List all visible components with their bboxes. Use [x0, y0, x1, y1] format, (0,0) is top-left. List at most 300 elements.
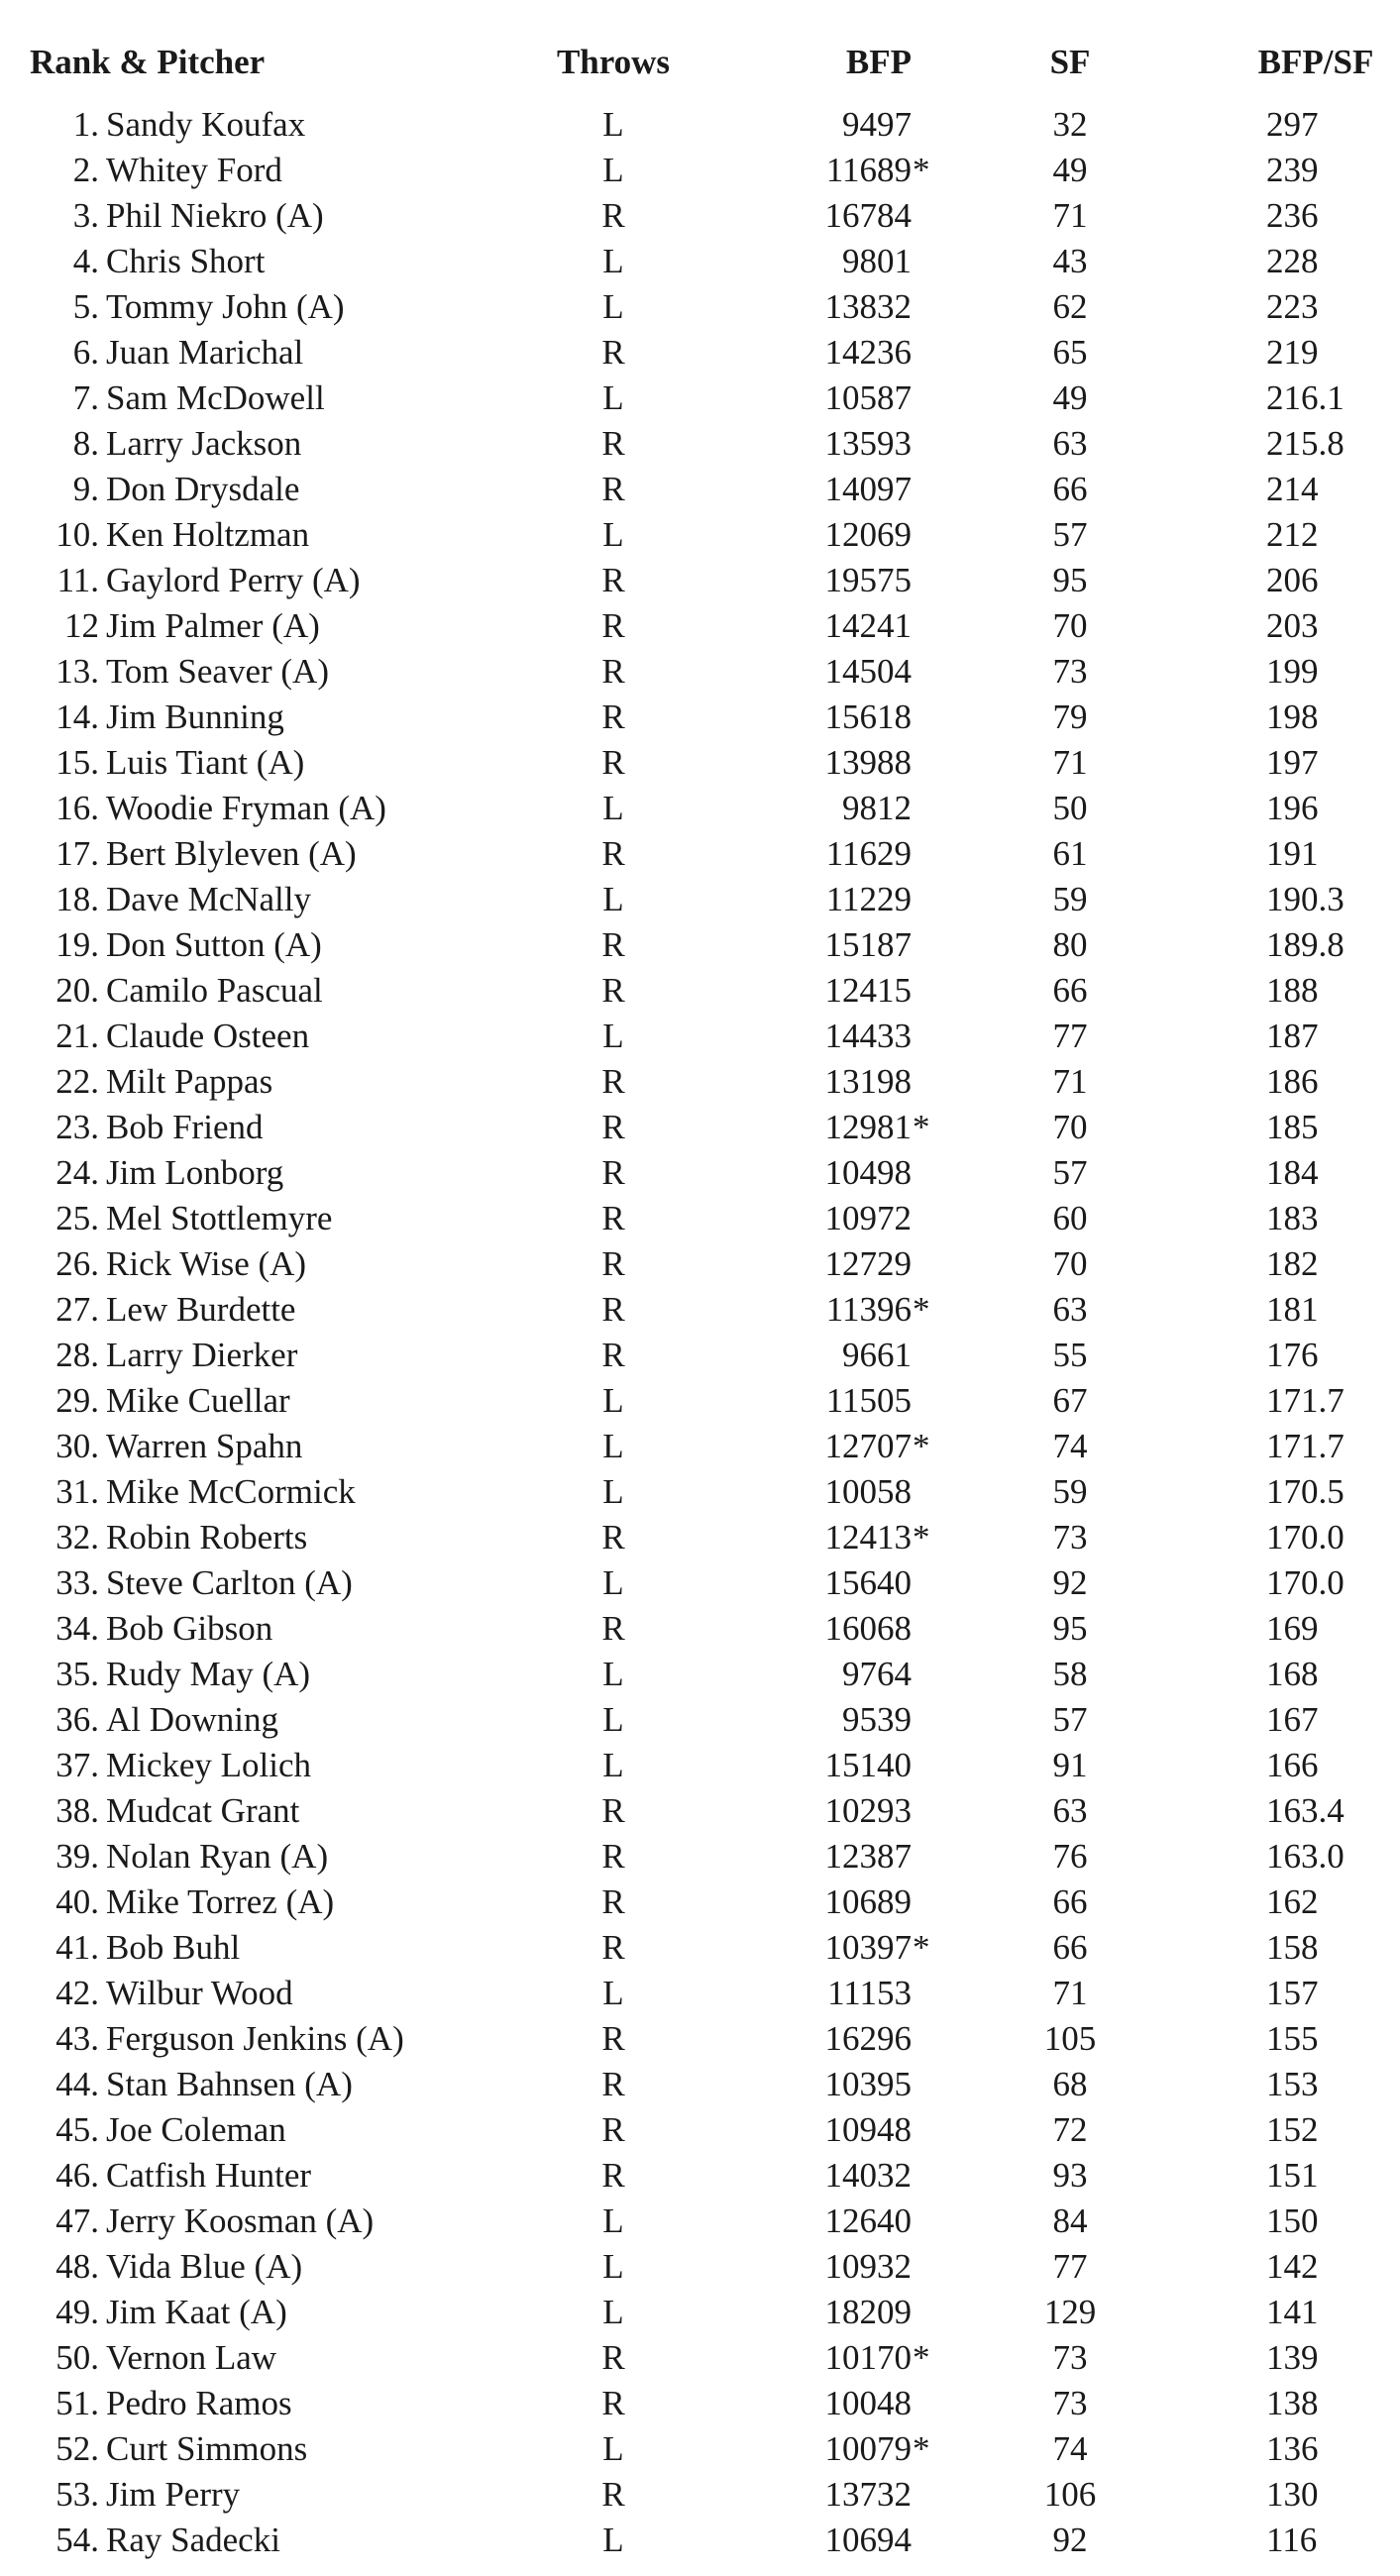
table-row — [0, 1652, 1400, 1697]
throws-cell: L — [602, 151, 624, 189]
bfp-sf-cell: 214 — [1266, 470, 1319, 508]
table-row — [0, 512, 1400, 558]
bfp-cell: 12387 — [824, 1837, 912, 1876]
bfp-sf-cell: 171.7 — [1266, 1381, 1345, 1420]
rank-cell: 21. — [55, 1017, 99, 1055]
pitcher-name: Mike McCormick — [106, 1472, 356, 1511]
throws-cell: R — [601, 1153, 625, 1192]
rank-cell: 7. — [72, 378, 99, 417]
table-row — [0, 786, 1400, 831]
table-row — [0, 467, 1400, 512]
pitcher-name: Phil Niekro (A) — [106, 196, 324, 235]
pitcher-name: Tom Seaver (A) — [106, 652, 329, 691]
bfp-sf-cell: 297 — [1266, 105, 1319, 144]
table-row — [0, 330, 1400, 376]
rank-cell: 25. — [55, 1199, 99, 1237]
bfp-sf-cell: 181 — [1266, 1290, 1319, 1329]
throws-cell: L — [602, 515, 624, 554]
throws-cell: R — [601, 1290, 625, 1329]
rank-cell: 10. — [55, 515, 99, 554]
sf-cell: 71 — [1052, 1974, 1088, 2012]
bfp-cell: 10397 — [824, 1928, 912, 1967]
pitcher-name: Luis Tiant (A) — [106, 743, 305, 782]
rank-cell: 24. — [55, 1153, 99, 1192]
sf-cell: 73 — [1052, 2338, 1088, 2377]
pitcher-name: Mike Cuellar — [106, 1381, 290, 1420]
bfp-cell: 14433 — [824, 1017, 912, 1055]
bfp-cell: 11689 — [825, 151, 912, 189]
bfp-sf-cell: 151 — [1266, 2156, 1319, 2195]
bfp-cell: 15618 — [824, 698, 912, 736]
pitcher-name: Mickey Lolich — [106, 1746, 312, 1784]
bfp-sf-cell: 184 — [1266, 1153, 1319, 1192]
sf-cell: 60 — [1052, 1199, 1088, 1237]
bfp-cell: 14097 — [824, 470, 912, 508]
bfp-sf-cell: 188 — [1266, 971, 1319, 1010]
bfp-cell: 15640 — [824, 1563, 912, 1602]
bfp-cell: 14032 — [824, 2156, 912, 2195]
table-row — [0, 102, 1400, 148]
table-row — [0, 877, 1400, 922]
table-row — [0, 1059, 1400, 1105]
bfp-sf-cell: 190.3 — [1266, 880, 1345, 918]
sf-cell: 71 — [1052, 743, 1088, 782]
sf-cell: 105 — [1043, 2019, 1097, 2058]
rank-cell: 47. — [55, 2201, 99, 2240]
rank-cell: 30. — [55, 1427, 99, 1465]
sf-cell: 74 — [1052, 2429, 1088, 2468]
pitcher-name: Whitey Ford — [106, 151, 282, 189]
throws-cell: R — [601, 971, 625, 1010]
table-row — [0, 2062, 1400, 2107]
header-throws: Throws — [556, 43, 671, 81]
pitcher-name: Gaylord Perry (A) — [106, 561, 361, 599]
header-bfp: BFP — [845, 43, 912, 81]
bfp-sf-cell: 186 — [1266, 1062, 1319, 1101]
bfp-cell: 12069 — [824, 515, 912, 554]
sf-cell: 66 — [1052, 1882, 1088, 1921]
table-row — [0, 421, 1400, 467]
table-row — [0, 2381, 1400, 2426]
throws-cell: R — [601, 2475, 625, 2514]
bfp-cell: 12413 — [824, 1518, 912, 1556]
throws-cell: R — [601, 2110, 625, 2149]
bfp-sf-cell: 239 — [1266, 151, 1319, 189]
rank-cell: 18. — [55, 880, 99, 918]
table-row — [0, 376, 1400, 421]
bfp-cell: 15140 — [824, 1746, 912, 1784]
pitcher-name: Sandy Koufax — [106, 105, 306, 144]
bfp-sf-cell: 236 — [1266, 196, 1319, 235]
throws-cell: R — [601, 2338, 625, 2377]
bfp-sf-cell: 138 — [1266, 2384, 1319, 2422]
table-row — [0, 1971, 1400, 2016]
table-row — [0, 1105, 1400, 1150]
pitcher-name: Don Drysdale — [106, 470, 300, 508]
rank-cell: 20. — [55, 971, 99, 1010]
bfp-sf-cell: 152 — [1266, 2110, 1319, 2149]
throws-cell: L — [602, 1381, 624, 1420]
pitcher-name: Claude Osteen — [106, 1017, 310, 1055]
rank-cell: 9. — [72, 470, 99, 508]
table-row — [0, 603, 1400, 649]
bfp-sf-cell: 185 — [1266, 1108, 1319, 1146]
table-row — [0, 1697, 1400, 1743]
bfp-sf-cell: 158 — [1266, 1928, 1319, 1967]
bfp-sf-cell: 198 — [1266, 698, 1319, 736]
pitcher-name: Juan Marichal — [106, 333, 304, 372]
rank-cell: 19. — [55, 925, 99, 964]
header-sf: SF — [1049, 43, 1091, 81]
rank-cell: 22. — [55, 1062, 99, 1101]
rank-cell: 49. — [55, 2293, 99, 2331]
throws-cell: R — [601, 2384, 625, 2422]
pitcher-name: Rick Wise (A) — [106, 1244, 307, 1283]
sf-cell: 79 — [1052, 698, 1088, 736]
bfp-sf-cell: 170.0 — [1266, 1563, 1345, 1602]
table-row — [0, 2107, 1400, 2153]
bfp-sf-cell: 136 — [1266, 2429, 1319, 2468]
throws-cell: R — [601, 1336, 625, 1374]
bfp-sf-cell: 169 — [1266, 1609, 1319, 1648]
sf-cell: 63 — [1052, 1290, 1088, 1329]
rank-cell: 15. — [55, 743, 99, 782]
throws-cell: L — [602, 2521, 624, 2559]
throws-cell: R — [601, 333, 625, 372]
rank-cell: 34. — [55, 1609, 99, 1648]
sf-cell: 72 — [1052, 2110, 1088, 2149]
table-row — [0, 558, 1400, 603]
bfp-sf-cell: 155 — [1266, 2019, 1319, 2058]
table-row — [0, 695, 1400, 740]
table-row — [0, 1469, 1400, 1515]
bfp-cell: 9812 — [842, 789, 912, 827]
bfp-cell: 10048 — [824, 2384, 912, 2422]
bfp-cell: 13593 — [824, 424, 912, 463]
bfp-cell: 10170 — [824, 2338, 912, 2377]
asterisk-mark: * — [913, 151, 930, 189]
pitcher-name: Curt Simmons — [106, 2429, 308, 2468]
table-row — [0, 1925, 1400, 1971]
pitcher-name: Sam McDowell — [106, 378, 325, 417]
pitcher-name: Catfish Hunter — [106, 2156, 312, 2195]
bfp-cell: 10587 — [824, 378, 912, 417]
throws-cell: L — [602, 1746, 624, 1784]
bfp-sf-cell: 150 — [1266, 2201, 1319, 2240]
throws-cell: L — [602, 1472, 624, 1511]
pitcher-name: Chris Short — [106, 242, 266, 280]
bfp-cell: 10932 — [824, 2247, 912, 2286]
pitcher-name: Steve Carlton (A) — [106, 1563, 353, 1602]
bfp-sf-cell: 139 — [1266, 2338, 1319, 2377]
throws-cell: R — [601, 470, 625, 508]
bfp-sf-cell: 170.5 — [1266, 1472, 1345, 1511]
rank-cell: 52. — [55, 2429, 99, 2468]
throws-cell: R — [601, 606, 625, 645]
bfp-cell: 9497 — [842, 105, 912, 144]
sf-cell: 92 — [1052, 2521, 1088, 2559]
sf-cell: 63 — [1052, 1791, 1088, 1830]
pitcher-name: Don Sutton (A) — [106, 925, 322, 964]
throws-cell: R — [601, 2065, 625, 2103]
throws-cell: R — [601, 561, 625, 599]
rank-cell: 54. — [55, 2521, 99, 2559]
pitcher-name: Jim Perry — [106, 2475, 241, 2514]
sf-cell: 92 — [1052, 1563, 1088, 1602]
rank-cell: 44. — [55, 2065, 99, 2103]
pitcher-name: Lew Burdette — [106, 1290, 296, 1329]
table-row — [0, 1333, 1400, 1378]
bfp-cell: 13832 — [824, 287, 912, 326]
throws-cell: L — [602, 2429, 624, 2468]
table-row — [0, 1378, 1400, 1424]
sf-cell: 70 — [1052, 606, 1088, 645]
sf-cell: 66 — [1052, 470, 1088, 508]
table-row — [0, 1241, 1400, 1287]
rank-cell: 4. — [72, 242, 99, 280]
bfp-sf-cell: 223 — [1266, 287, 1319, 326]
rank-cell: 40. — [55, 1882, 99, 1921]
bfp-cell: 10689 — [824, 1882, 912, 1921]
rank-cell: 29. — [55, 1381, 99, 1420]
throws-cell: R — [601, 1837, 625, 1876]
pitcher-name: Rudy May (A) — [106, 1655, 311, 1693]
sf-cell: 65 — [1052, 333, 1088, 372]
pitcher-name: Bob Buhl — [106, 1928, 241, 1967]
bfp-sf-cell: 212 — [1266, 515, 1319, 554]
asterisk-mark: * — [913, 1427, 930, 1465]
pitcher-name: Milt Pappas — [106, 1062, 273, 1101]
bfp-cell: 10498 — [824, 1153, 912, 1192]
pitcher-name: Pedro Ramos — [106, 2384, 292, 2422]
bfp-sf-cell: 219 — [1266, 333, 1319, 372]
bfp-cell: 16296 — [824, 2019, 912, 2058]
bfp-cell: 10395 — [824, 2065, 912, 2103]
bfp-cell: 19575 — [824, 561, 912, 599]
table-row — [0, 649, 1400, 695]
rank-cell: 32. — [55, 1518, 99, 1556]
bfp-cell: 10293 — [824, 1791, 912, 1830]
sf-cell: 50 — [1052, 789, 1088, 827]
table-row — [0, 2199, 1400, 2244]
throws-cell: L — [602, 2247, 624, 2286]
bfp-sf-cell: 183 — [1266, 1199, 1319, 1237]
sf-cell: 95 — [1052, 561, 1088, 599]
bfp-cell: 13198 — [824, 1062, 912, 1101]
rank-cell: 6. — [72, 333, 99, 372]
table-row — [0, 2426, 1400, 2472]
sf-cell: 59 — [1052, 1472, 1088, 1511]
throws-cell: L — [602, 789, 624, 827]
sf-cell: 80 — [1052, 925, 1088, 964]
bfp-cell: 14236 — [824, 333, 912, 372]
pitcher-name: Camilo Pascual — [106, 971, 323, 1010]
table-row — [0, 2472, 1400, 2518]
pitcher-name: Al Downing — [106, 1700, 279, 1739]
throws-cell: R — [601, 1062, 625, 1101]
throws-cell: R — [601, 2156, 625, 2195]
sf-cell: 71 — [1052, 196, 1088, 235]
bfp-sf-cell: 215.8 — [1266, 424, 1345, 463]
throws-cell: R — [601, 1882, 625, 1921]
bfp-sf-cell: 167 — [1266, 1700, 1319, 1739]
throws-cell: L — [602, 1974, 624, 2012]
bfp-cell: 12981 — [824, 1108, 912, 1146]
sf-cell: 68 — [1052, 2065, 1088, 2103]
bfp-sf-cell: 166 — [1266, 1746, 1319, 1784]
rank-cell: 14. — [55, 698, 99, 736]
rank-cell: 23. — [55, 1108, 99, 1146]
rank-cell: 8. — [72, 424, 99, 463]
bfp-sf-cell: 191 — [1266, 834, 1319, 873]
throws-cell: L — [602, 880, 624, 918]
rank-cell: 35. — [55, 1655, 99, 1693]
table-row — [0, 968, 1400, 1014]
table-row — [0, 2518, 1400, 2563]
table-row — [0, 1287, 1400, 1333]
pitcher-name: Dave McNally — [106, 880, 312, 918]
rank-cell: 12 — [64, 606, 99, 645]
bfp-sf-cell: 176 — [1266, 1336, 1319, 1374]
table-row — [0, 1606, 1400, 1652]
table-row — [0, 1560, 1400, 1606]
bfp-cell: 10058 — [824, 1472, 912, 1511]
bfp-cell: 10948 — [824, 2110, 912, 2149]
table-row — [0, 740, 1400, 786]
bfp-sf-cell: 163.0 — [1266, 1837, 1345, 1876]
table-row — [0, 1014, 1400, 1059]
bfp-cell: 9539 — [842, 1700, 912, 1739]
header-bfp-sf: BFP/SF — [1257, 43, 1374, 81]
bfp-sf-cell: 141 — [1266, 2293, 1319, 2331]
rank-cell: 53. — [55, 2475, 99, 2514]
bfp-sf-cell: 163.4 — [1266, 1791, 1345, 1830]
bfp-cell: 9801 — [842, 242, 912, 280]
bfp-sf-cell: 153 — [1266, 2065, 1319, 2103]
throws-cell: R — [601, 1928, 625, 1967]
bfp-sf-cell: 216.1 — [1266, 378, 1345, 417]
table-row — [0, 2244, 1400, 2290]
table-row — [0, 2290, 1400, 2335]
bfp-cell: 12415 — [824, 971, 912, 1010]
sf-cell: 66 — [1052, 1928, 1088, 1967]
sf-cell: 71 — [1052, 1062, 1088, 1101]
pitcher-name: Mudcat Grant — [106, 1791, 300, 1830]
pitcher-name: Woodie Fryman (A) — [106, 789, 386, 827]
sf-cell: 62 — [1052, 287, 1088, 326]
bfp-sf-cell: 196 — [1266, 789, 1319, 827]
rank-cell: 33. — [55, 1563, 99, 1602]
rank-cell: 48. — [55, 2247, 99, 2286]
asterisk-mark: * — [913, 1108, 930, 1146]
bfp-sf-cell: 206 — [1266, 561, 1319, 599]
table-row — [0, 1515, 1400, 1560]
table-row — [0, 239, 1400, 284]
sf-cell: 76 — [1052, 1837, 1088, 1876]
table-row — [0, 2153, 1400, 2199]
table-header — [0, 40, 1400, 85]
bfp-cell: 16784 — [824, 196, 912, 235]
pitcher-name: Larry Jackson — [106, 424, 302, 463]
rank-cell: 16. — [55, 789, 99, 827]
rank-cell: 2. — [72, 151, 99, 189]
rank-cell: 26. — [55, 1244, 99, 1283]
throws-cell: R — [601, 1609, 625, 1648]
header-rank-pitcher: Rank & Pitcher — [30, 43, 266, 81]
pitcher-name: Robin Roberts — [106, 1518, 308, 1556]
pitcher-name: Nolan Ryan (A) — [106, 1837, 329, 1876]
sf-cell: 57 — [1052, 1700, 1088, 1739]
sf-cell: 129 — [1043, 2293, 1097, 2331]
throws-cell: R — [601, 424, 625, 463]
rank-cell: 5. — [72, 287, 99, 326]
throws-cell: R — [601, 1791, 625, 1830]
bfp-sf-cell: 168 — [1266, 1655, 1319, 1693]
throws-cell: R — [601, 698, 625, 736]
bfp-cell: 13988 — [824, 743, 912, 782]
bfp-sf-cell: 228 — [1266, 242, 1319, 280]
table-row — [0, 193, 1400, 239]
asterisk-mark: * — [913, 1290, 930, 1329]
pitcher-name: Joe Coleman — [106, 2110, 286, 2149]
bfp-cell: 10972 — [824, 1199, 912, 1237]
pitcher-name: Bert Blyleven (A) — [106, 834, 357, 873]
pitcher-name: Stan Bahnsen (A) — [106, 2065, 353, 2103]
bfp-cell: 12707 — [824, 1427, 912, 1465]
bfp-sf-cell: 197 — [1266, 743, 1319, 782]
sf-cell: 43 — [1052, 242, 1088, 280]
pitcher-name: Bob Gibson — [106, 1609, 273, 1648]
bfp-sf-cell: 189.8 — [1266, 925, 1345, 964]
bfp-cell: 10694 — [824, 2521, 912, 2559]
throws-cell: R — [601, 2019, 625, 2058]
throws-cell: R — [601, 834, 625, 873]
rank-cell: 51. — [55, 2384, 99, 2422]
bfp-cell: 11229 — [825, 880, 912, 918]
bfp-sf-cell: 187 — [1266, 1017, 1319, 1055]
bfp-sf-cell: 116 — [1266, 2521, 1318, 2559]
rank-cell: 1. — [72, 105, 99, 144]
table-row — [0, 148, 1400, 193]
pitcher-name: Vernon Law — [106, 2338, 277, 2377]
rank-cell: 50. — [55, 2338, 99, 2377]
table-row — [0, 2335, 1400, 2381]
throws-cell: L — [602, 2293, 624, 2331]
throws-cell: L — [602, 378, 624, 417]
bfp-sf-cell: 130 — [1266, 2475, 1319, 2514]
pitcher-name: Larry Dierker — [106, 1336, 298, 1374]
bfp-cell: 11629 — [825, 834, 912, 873]
rank-cell: 38. — [55, 1791, 99, 1830]
sf-cell: 59 — [1052, 880, 1088, 918]
bfp-sf-cell: 203 — [1266, 606, 1319, 645]
sf-cell: 63 — [1052, 424, 1088, 463]
pitcher-name: Ferguson Jenkins (A) — [106, 2019, 404, 2058]
sf-cell: 66 — [1052, 971, 1088, 1010]
rank-cell: 43. — [55, 2019, 99, 2058]
rank-cell: 11. — [56, 561, 99, 599]
sf-cell: 49 — [1052, 378, 1088, 417]
table-row — [0, 1788, 1400, 1834]
rank-cell: 31. — [55, 1472, 99, 1511]
pitcher-name: Jim Kaat (A) — [106, 2293, 287, 2331]
rank-cell: 42. — [55, 1974, 99, 2012]
rank-cell: 46. — [55, 2156, 99, 2195]
sf-cell: 57 — [1052, 1153, 1088, 1192]
rank-cell: 28. — [55, 1336, 99, 1374]
sf-cell: 106 — [1043, 2475, 1097, 2514]
bfp-sf-cell: 162 — [1266, 1882, 1319, 1921]
